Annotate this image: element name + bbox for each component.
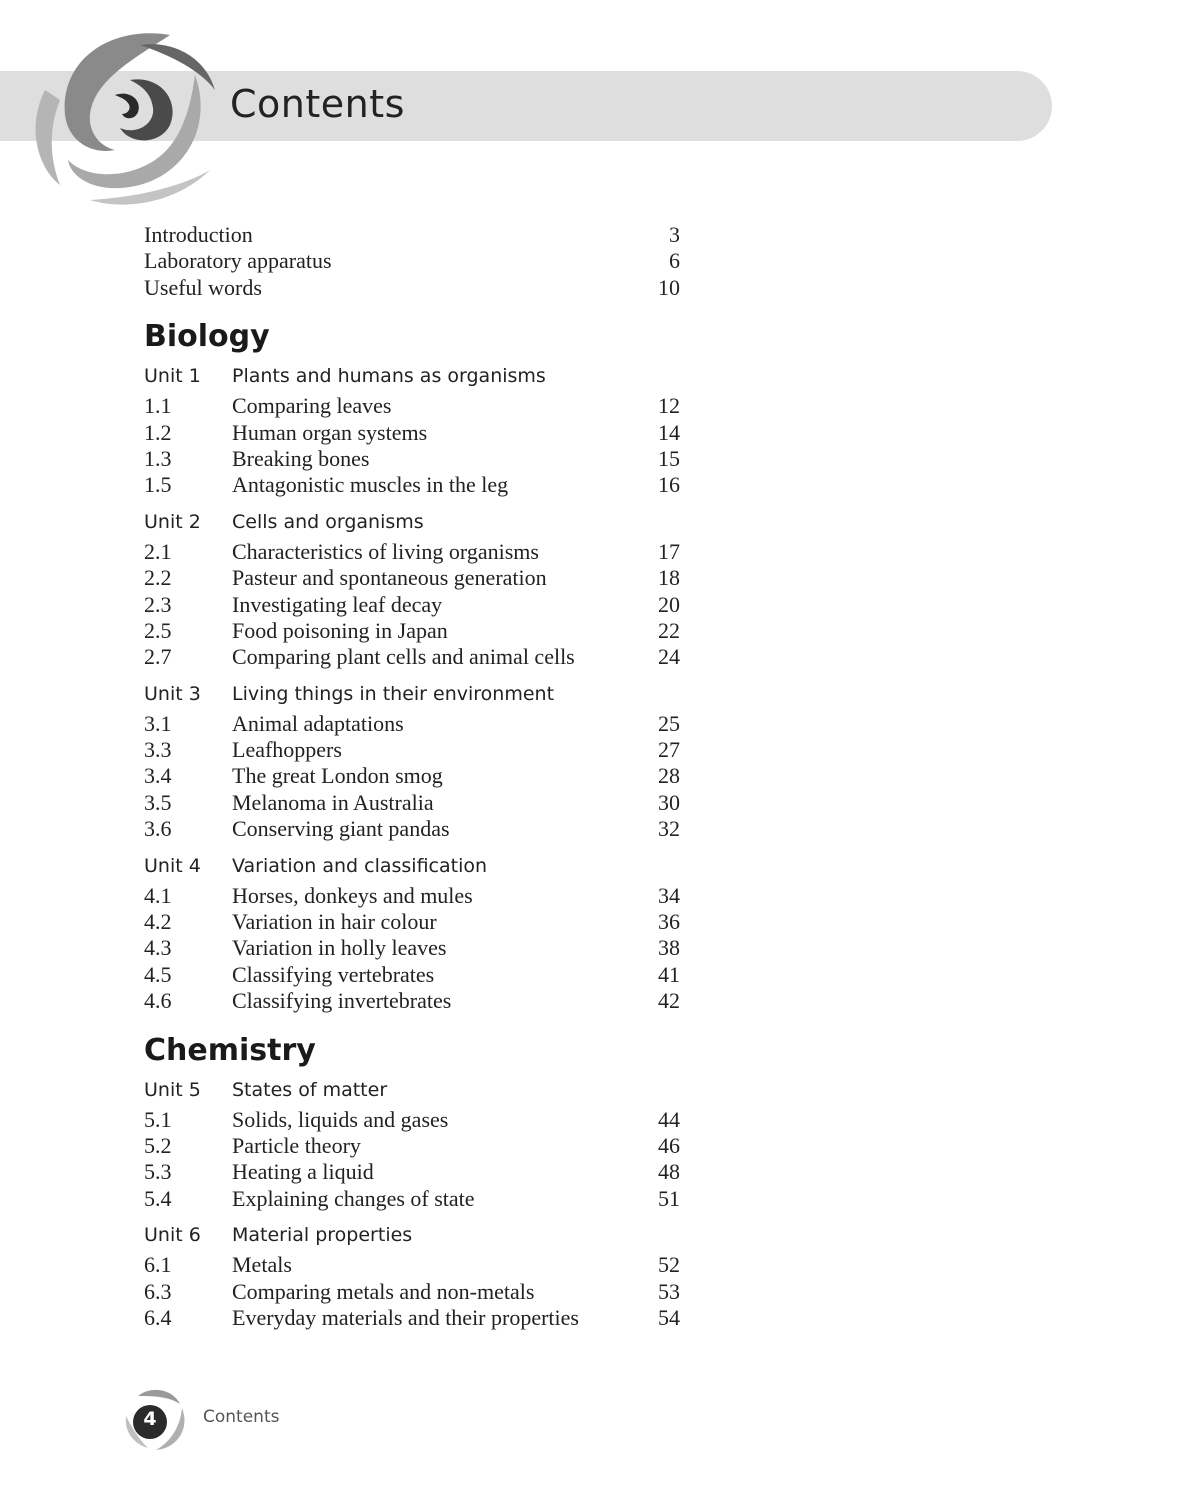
toc-row[interactable] bbox=[144, 988, 684, 1014]
toc-row-page: 28 bbox=[658, 763, 680, 789]
toc-row[interactable] bbox=[144, 816, 684, 842]
toc-row-page: 10 bbox=[658, 274, 680, 300]
toc-row-page: 30 bbox=[658, 789, 680, 815]
toc-row-page: 20 bbox=[658, 591, 680, 617]
toc-row-number: 3.4 bbox=[144, 763, 172, 789]
toc-row-page: 48 bbox=[658, 1159, 680, 1185]
toc-row-page: 36 bbox=[658, 909, 680, 935]
toc-row[interactable] bbox=[144, 962, 684, 988]
toc-row-title: Particle theory bbox=[232, 1132, 361, 1158]
toc-row-title: Metals bbox=[232, 1252, 292, 1278]
toc-row-title: The great London smog bbox=[232, 763, 443, 789]
toc-row-title: Variation in hair colour bbox=[232, 909, 437, 935]
toc-row-number: 2.1 bbox=[144, 538, 172, 564]
unit-heading bbox=[144, 1075, 684, 1105]
toc-row-number: 3.1 bbox=[144, 710, 172, 736]
unit-label: Unit 2 bbox=[144, 510, 201, 533]
toc-row-title: Solids, liquids and gases bbox=[232, 1106, 449, 1132]
toc-row[interactable] bbox=[144, 737, 684, 763]
toc-row[interactable] bbox=[144, 711, 684, 737]
toc-row-page: 38 bbox=[658, 935, 680, 961]
toc-row-title: Variation in holly leaves bbox=[232, 935, 447, 961]
toc-row-page: 52 bbox=[658, 1252, 680, 1278]
toc-row[interactable] bbox=[144, 883, 684, 909]
toc-row-number: 5.2 bbox=[144, 1132, 172, 1158]
toc-row-number: 4.5 bbox=[144, 961, 172, 987]
toc-row-title: Laboratory apparatus bbox=[144, 248, 332, 274]
toc-row-number: 4.3 bbox=[144, 935, 172, 961]
toc-row-number: 5.1 bbox=[144, 1106, 172, 1132]
toc-row-page: 14 bbox=[658, 419, 680, 445]
toc-row-number: 2.2 bbox=[144, 565, 172, 591]
toc-row[interactable] bbox=[144, 763, 684, 789]
toc-row-number: 1.5 bbox=[144, 472, 172, 498]
toc-row-title: Breaking bones bbox=[232, 445, 370, 471]
section-heading: Biology bbox=[144, 319, 270, 355]
toc-row-page: 22 bbox=[658, 617, 680, 643]
toc-row-title: Explaining changes of state bbox=[232, 1185, 475, 1211]
toc-row[interactable] bbox=[144, 1279, 684, 1305]
toc-row[interactable] bbox=[144, 446, 684, 472]
toc-row-number: 4.6 bbox=[144, 988, 172, 1014]
toc-row-title: Classifying invertebrates bbox=[232, 988, 452, 1014]
unit-heading bbox=[144, 361, 684, 391]
toc-row-title: Heating a liquid bbox=[232, 1159, 374, 1185]
toc-row-title: Comparing plant cells and animal cells bbox=[232, 644, 575, 670]
toc-row[interactable] bbox=[144, 592, 684, 618]
toc-row-number: 2.5 bbox=[144, 617, 172, 643]
toc-row-page: 46 bbox=[658, 1132, 680, 1158]
toc-row-number: 3.5 bbox=[144, 789, 172, 815]
toc-row[interactable] bbox=[144, 790, 684, 816]
toc-row[interactable] bbox=[144, 539, 684, 565]
toc-row-page: 6 bbox=[669, 248, 680, 274]
toc-row-title: Food poisoning in Japan bbox=[232, 617, 448, 643]
toc-row-title: Comparing leaves bbox=[232, 393, 392, 419]
toc-row-title: Melanoma in Australia bbox=[232, 789, 434, 815]
toc-row[interactable] bbox=[144, 909, 684, 935]
toc-row[interactable] bbox=[144, 565, 684, 591]
unit-title: Living things in their environment bbox=[232, 682, 555, 705]
toc-row-title: Human organ systems bbox=[232, 419, 428, 445]
toc-row-page: 27 bbox=[658, 737, 680, 763]
toc-row-number: 6.3 bbox=[144, 1278, 172, 1304]
unit-heading bbox=[144, 1220, 684, 1250]
toc-row[interactable] bbox=[144, 275, 684, 301]
toc-row[interactable] bbox=[144, 393, 684, 419]
toc-row-page: 12 bbox=[658, 393, 680, 419]
toc-row-page: 44 bbox=[658, 1106, 680, 1132]
toc-row-title: Horses, donkeys and mules bbox=[232, 882, 473, 908]
toc-row-number: 2.3 bbox=[144, 591, 172, 617]
toc-row-number: 6.4 bbox=[144, 1304, 172, 1330]
table-of-contents bbox=[144, 222, 684, 1331]
toc-row-title: Classifying vertebrates bbox=[232, 961, 435, 987]
toc-row-title: Antagonistic muscles in the leg bbox=[232, 472, 509, 498]
unit-title: Cells and organisms bbox=[232, 510, 424, 533]
unit-title: Material properties bbox=[232, 1224, 413, 1247]
toc-row-title: Pasteur and spontaneous generation bbox=[232, 565, 547, 591]
toc-row-page: 24 bbox=[658, 644, 680, 670]
unit-label: Unit 6 bbox=[144, 1224, 201, 1247]
toc-row[interactable] bbox=[144, 248, 684, 274]
toc-row-number: 4.1 bbox=[144, 882, 172, 908]
toc-row-title: Animal adaptations bbox=[232, 710, 404, 736]
toc-row-number: 5.4 bbox=[144, 1185, 172, 1211]
unit-heading bbox=[144, 679, 684, 709]
unit-label: Unit 3 bbox=[144, 682, 201, 705]
toc-row-title: Investigating leaf decay bbox=[232, 591, 443, 617]
toc-row-number: 1.2 bbox=[144, 419, 172, 445]
toc-row-number: 4.2 bbox=[144, 909, 172, 935]
toc-row-number: 2.7 bbox=[144, 644, 172, 670]
toc-row-page: 54 bbox=[658, 1304, 680, 1330]
toc-row-page: 51 bbox=[658, 1185, 680, 1211]
toc-row-title: Everyday materials and their properties bbox=[232, 1304, 579, 1330]
toc-row-title: Conserving giant pandas bbox=[232, 816, 450, 842]
unit-label: Unit 1 bbox=[144, 365, 201, 388]
unit-title: Plants and humans as organisms bbox=[232, 365, 546, 388]
toc-row-number: 3.6 bbox=[144, 816, 172, 842]
page-title: Contents bbox=[230, 82, 405, 126]
toc-row-page: 17 bbox=[658, 538, 680, 564]
toc-row-page: 42 bbox=[658, 988, 680, 1014]
toc-row-number: 1.1 bbox=[144, 393, 172, 419]
toc-row-page: 53 bbox=[658, 1278, 680, 1304]
section-heading: Chemistry bbox=[144, 1032, 316, 1068]
toc-row-number: 1.3 bbox=[144, 445, 172, 471]
toc-row[interactable] bbox=[144, 1305, 684, 1331]
toc-row-page: 3 bbox=[669, 222, 680, 247]
unit-title: Variation and classification bbox=[232, 854, 488, 877]
unit-label: Unit 5 bbox=[144, 1078, 201, 1101]
toc-row[interactable] bbox=[144, 644, 684, 670]
toc-row[interactable] bbox=[144, 1159, 684, 1185]
toc-row-page: 18 bbox=[658, 565, 680, 591]
toc-row-number: 3.3 bbox=[144, 737, 172, 763]
toc-row-page: 32 bbox=[658, 816, 680, 842]
toc-row[interactable] bbox=[144, 1252, 684, 1278]
toc-row-number: 5.3 bbox=[144, 1159, 172, 1185]
toc-row[interactable] bbox=[144, 935, 684, 961]
toc-row-page: 25 bbox=[658, 710, 680, 736]
toc-row[interactable] bbox=[144, 222, 684, 248]
toc-row[interactable] bbox=[144, 1107, 684, 1133]
toc-row-title: Introduction bbox=[144, 222, 253, 247]
toc-row[interactable] bbox=[144, 1186, 684, 1212]
toc-row-title: Characteristics of living organisms bbox=[232, 538, 539, 564]
unit-heading bbox=[144, 851, 684, 881]
toc-row[interactable] bbox=[144, 472, 684, 498]
toc-row-page: 16 bbox=[658, 472, 680, 498]
toc-row[interactable] bbox=[144, 1133, 684, 1159]
page-number: 4 bbox=[143, 1408, 157, 1430]
footer-label: Contents bbox=[203, 1407, 280, 1427]
unit-title: States of matter bbox=[232, 1078, 388, 1101]
toc-row-page: 34 bbox=[658, 882, 680, 908]
toc-row-page: 41 bbox=[658, 961, 680, 987]
unit-heading bbox=[144, 507, 684, 537]
toc-row[interactable] bbox=[144, 420, 684, 446]
toc-row-number: 6.1 bbox=[144, 1252, 172, 1278]
swirl-logo-icon bbox=[20, 20, 230, 210]
unit-label: Unit 4 bbox=[144, 854, 201, 877]
toc-row-title: Comparing metals and non-metals bbox=[232, 1278, 535, 1304]
toc-row-title: Useful words bbox=[144, 274, 262, 300]
toc-row[interactable] bbox=[144, 618, 684, 644]
toc-row-title: Leafhoppers bbox=[232, 737, 342, 763]
toc-row-page: 15 bbox=[658, 445, 680, 471]
